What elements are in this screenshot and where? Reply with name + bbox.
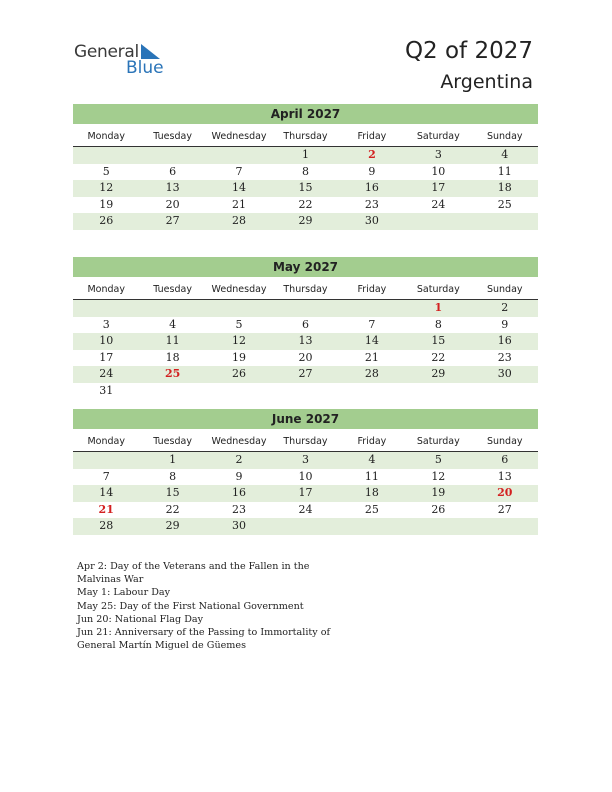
date-cell: 17 bbox=[431, 181, 446, 194]
holiday-notes bbox=[77, 560, 337, 652]
date-cell bbox=[339, 383, 405, 400]
date-cell bbox=[472, 213, 538, 230]
date-cell: 29 bbox=[165, 519, 180, 532]
holiday-date-cell: 1 bbox=[434, 301, 443, 314]
date-cell: 27 bbox=[497, 502, 512, 516]
month-title: May 2027 bbox=[73, 257, 538, 277]
date-cell: 1 bbox=[301, 148, 309, 161]
date-cell: 23 bbox=[497, 350, 512, 364]
date-cell bbox=[339, 518, 405, 535]
date-cell: 19 bbox=[232, 350, 247, 364]
date-cell bbox=[272, 383, 338, 400]
date-cell bbox=[139, 147, 205, 164]
date-cell: 28 bbox=[364, 367, 379, 380]
holiday-note: May 1: Labour Day bbox=[77, 587, 171, 599]
holiday-date-cell: 2 bbox=[368, 148, 376, 161]
date-cell: 8 bbox=[169, 469, 177, 483]
week-row bbox=[73, 469, 538, 486]
week-row bbox=[73, 518, 538, 535]
weekday-label: Thursday bbox=[283, 436, 328, 447]
date-cell: 1 bbox=[169, 453, 177, 466]
date-cell: 9 bbox=[501, 317, 509, 331]
weekday-label: Friday bbox=[357, 131, 387, 142]
week-row bbox=[73, 213, 538, 230]
weekday-label: Friday bbox=[357, 436, 387, 447]
date-cell bbox=[73, 147, 139, 164]
date-cell bbox=[73, 300, 139, 317]
date-cell: 14 bbox=[232, 181, 247, 194]
logo-text-blue: Blue bbox=[126, 58, 164, 78]
week-row bbox=[73, 317, 538, 334]
date-cell: 6 bbox=[169, 164, 177, 178]
date-cell: 24 bbox=[431, 197, 446, 211]
date-cell: 27 bbox=[165, 214, 180, 227]
date-cell: 20 bbox=[165, 197, 180, 211]
date-cell: 17 bbox=[298, 486, 313, 499]
date-cell: 14 bbox=[99, 486, 114, 499]
date-cell: 30 bbox=[497, 367, 512, 380]
date-cell: 16 bbox=[232, 486, 247, 499]
date-cell: 7 bbox=[235, 164, 243, 178]
date-cell: 13 bbox=[298, 334, 313, 347]
date-cell: 26 bbox=[99, 214, 114, 227]
week-row bbox=[73, 164, 538, 181]
date-cell: 14 bbox=[364, 334, 379, 347]
date-cell bbox=[339, 300, 405, 317]
weekday-label: Friday bbox=[357, 284, 387, 295]
date-cell bbox=[206, 383, 272, 400]
date-cell: 4 bbox=[169, 317, 177, 331]
holiday-note: May 25: Day of the First National Government bbox=[77, 600, 304, 612]
month-calendar bbox=[73, 257, 538, 399]
date-cell: 2 bbox=[501, 301, 509, 314]
date-cell bbox=[272, 300, 338, 317]
date-cell: 25 bbox=[497, 197, 512, 211]
date-cell: 28 bbox=[232, 214, 247, 227]
date-cell: 22 bbox=[165, 502, 180, 516]
week-row bbox=[73, 366, 538, 383]
date-cell: 19 bbox=[99, 197, 114, 211]
logo-text-general: General bbox=[74, 42, 139, 62]
date-cell: 10 bbox=[298, 469, 313, 483]
date-cell: 18 bbox=[165, 350, 180, 364]
date-cell: 11 bbox=[165, 334, 180, 347]
week-row bbox=[73, 300, 538, 317]
week-row bbox=[73, 452, 538, 469]
month-title: April 2027 bbox=[73, 104, 538, 124]
date-cell: 24 bbox=[99, 367, 114, 380]
date-cell bbox=[472, 383, 538, 400]
date-cell bbox=[272, 518, 338, 535]
weekday-label: Wednesday bbox=[211, 436, 267, 447]
date-cell: 24 bbox=[298, 502, 313, 516]
date-cell: 12 bbox=[431, 469, 446, 483]
date-cell: 31 bbox=[99, 383, 114, 397]
date-cell: 9 bbox=[368, 164, 376, 178]
date-cell: 27 bbox=[298, 367, 313, 380]
week-row bbox=[73, 197, 538, 214]
date-cell: 22 bbox=[431, 350, 446, 364]
weekday-label: Thursday bbox=[283, 131, 328, 142]
date-cell: 13 bbox=[497, 469, 512, 483]
date-cell: 10 bbox=[99, 334, 114, 347]
date-cell bbox=[73, 452, 139, 469]
date-cell: 3 bbox=[301, 453, 309, 466]
quarter-title: Q2 of 2027 bbox=[404, 38, 533, 64]
date-cell: 5 bbox=[102, 164, 110, 178]
date-cell bbox=[405, 213, 471, 230]
weekday-label: Wednesday bbox=[211, 131, 267, 142]
date-cell: 30 bbox=[232, 519, 247, 532]
date-cell: 17 bbox=[99, 350, 114, 364]
date-cell: 9 bbox=[235, 469, 243, 483]
date-cell: 5 bbox=[434, 453, 442, 466]
week-row bbox=[73, 502, 538, 519]
date-cell: 2 bbox=[235, 453, 243, 466]
weekday-label: Monday bbox=[87, 436, 125, 447]
date-cell: 21 bbox=[364, 350, 379, 364]
date-cell: 22 bbox=[298, 197, 313, 211]
date-cell: 4 bbox=[368, 453, 376, 466]
date-cell: 29 bbox=[298, 214, 313, 227]
date-cell: 7 bbox=[102, 469, 110, 483]
date-cell: 15 bbox=[165, 486, 180, 499]
date-cell bbox=[405, 518, 471, 535]
date-cell: 12 bbox=[232, 334, 247, 347]
holiday-date-cell: 25 bbox=[164, 367, 181, 380]
weekday-label: Sunday bbox=[486, 284, 523, 295]
date-cell: 10 bbox=[431, 164, 446, 178]
week-row bbox=[73, 485, 538, 502]
date-cell: 30 bbox=[364, 214, 379, 227]
date-cell: 25 bbox=[364, 502, 379, 516]
date-cell: 23 bbox=[232, 502, 247, 516]
date-cell: 5 bbox=[235, 317, 243, 331]
date-cell: 7 bbox=[368, 317, 376, 331]
date-cell: 6 bbox=[301, 317, 309, 331]
date-cell: 16 bbox=[364, 181, 379, 194]
date-cell bbox=[206, 300, 272, 317]
weekday-label: Sunday bbox=[486, 131, 523, 142]
month-calendar bbox=[73, 104, 538, 230]
weekday-label: Thursday bbox=[283, 284, 328, 295]
weekday-label: Wednesday bbox=[211, 284, 267, 295]
month-title: June 2027 bbox=[73, 409, 538, 429]
date-cell: 11 bbox=[364, 469, 379, 483]
date-cell: 26 bbox=[431, 502, 446, 516]
date-cell: 26 bbox=[232, 367, 247, 380]
date-cell: 15 bbox=[298, 181, 313, 194]
date-cell: 3 bbox=[434, 148, 442, 161]
date-cell: 3 bbox=[102, 317, 110, 331]
date-cell: 6 bbox=[501, 453, 509, 466]
date-cell: 18 bbox=[497, 181, 512, 194]
holiday-date-cell: 20 bbox=[497, 486, 513, 499]
date-cell: 8 bbox=[434, 317, 442, 331]
weekday-label: Sunday bbox=[486, 436, 523, 447]
date-cell: 19 bbox=[431, 486, 446, 499]
date-cell bbox=[472, 518, 538, 535]
holiday-date-cell: 21 bbox=[98, 502, 114, 516]
weekday-label: Saturday bbox=[416, 284, 460, 295]
month-calendar bbox=[73, 409, 538, 535]
date-cell: 8 bbox=[301, 164, 309, 178]
date-cell: 23 bbox=[364, 197, 379, 211]
holiday-note: Apr 2: Day of the Veterans and the Fallen in the Malvinas War bbox=[77, 561, 310, 586]
date-cell: 28 bbox=[99, 519, 114, 532]
holiday-note: Jun 21: Anniversary of the Passing to Immortality of General Martín Miguel de Güemes bbox=[77, 627, 331, 652]
weekday-label: Tuesday bbox=[153, 284, 192, 295]
weekday-header-row bbox=[73, 128, 538, 147]
date-cell: 20 bbox=[298, 350, 313, 364]
date-cell: 12 bbox=[99, 181, 114, 194]
date-cell: 11 bbox=[497, 164, 512, 178]
weekday-label: Tuesday bbox=[153, 436, 192, 447]
week-row bbox=[73, 147, 538, 164]
date-cell bbox=[139, 383, 205, 400]
weekday-label: Saturday bbox=[416, 131, 460, 142]
weekday-header-row bbox=[73, 433, 538, 452]
date-cell bbox=[206, 147, 272, 164]
date-cell: 4 bbox=[501, 148, 509, 161]
date-cell: 13 bbox=[165, 181, 180, 194]
weekday-label: Tuesday bbox=[153, 131, 192, 142]
country-name: Argentina bbox=[440, 71, 533, 93]
weekday-label: Monday bbox=[87, 131, 125, 142]
week-row bbox=[73, 180, 538, 197]
date-cell: 18 bbox=[364, 486, 379, 499]
date-cell: 15 bbox=[431, 334, 446, 347]
week-row bbox=[73, 383, 538, 400]
week-row bbox=[73, 350, 538, 367]
weekday-header-row bbox=[73, 281, 538, 300]
week-row bbox=[73, 333, 538, 350]
date-cell: 21 bbox=[232, 197, 247, 211]
date-cell bbox=[139, 300, 205, 317]
date-cell bbox=[405, 383, 471, 400]
weekday-label: Monday bbox=[87, 284, 125, 295]
weekday-label: Saturday bbox=[416, 436, 460, 447]
holiday-note: Jun 20: National Flag Day bbox=[77, 613, 204, 625]
date-cell: 29 bbox=[431, 367, 446, 380]
date-cell: 16 bbox=[497, 334, 512, 347]
